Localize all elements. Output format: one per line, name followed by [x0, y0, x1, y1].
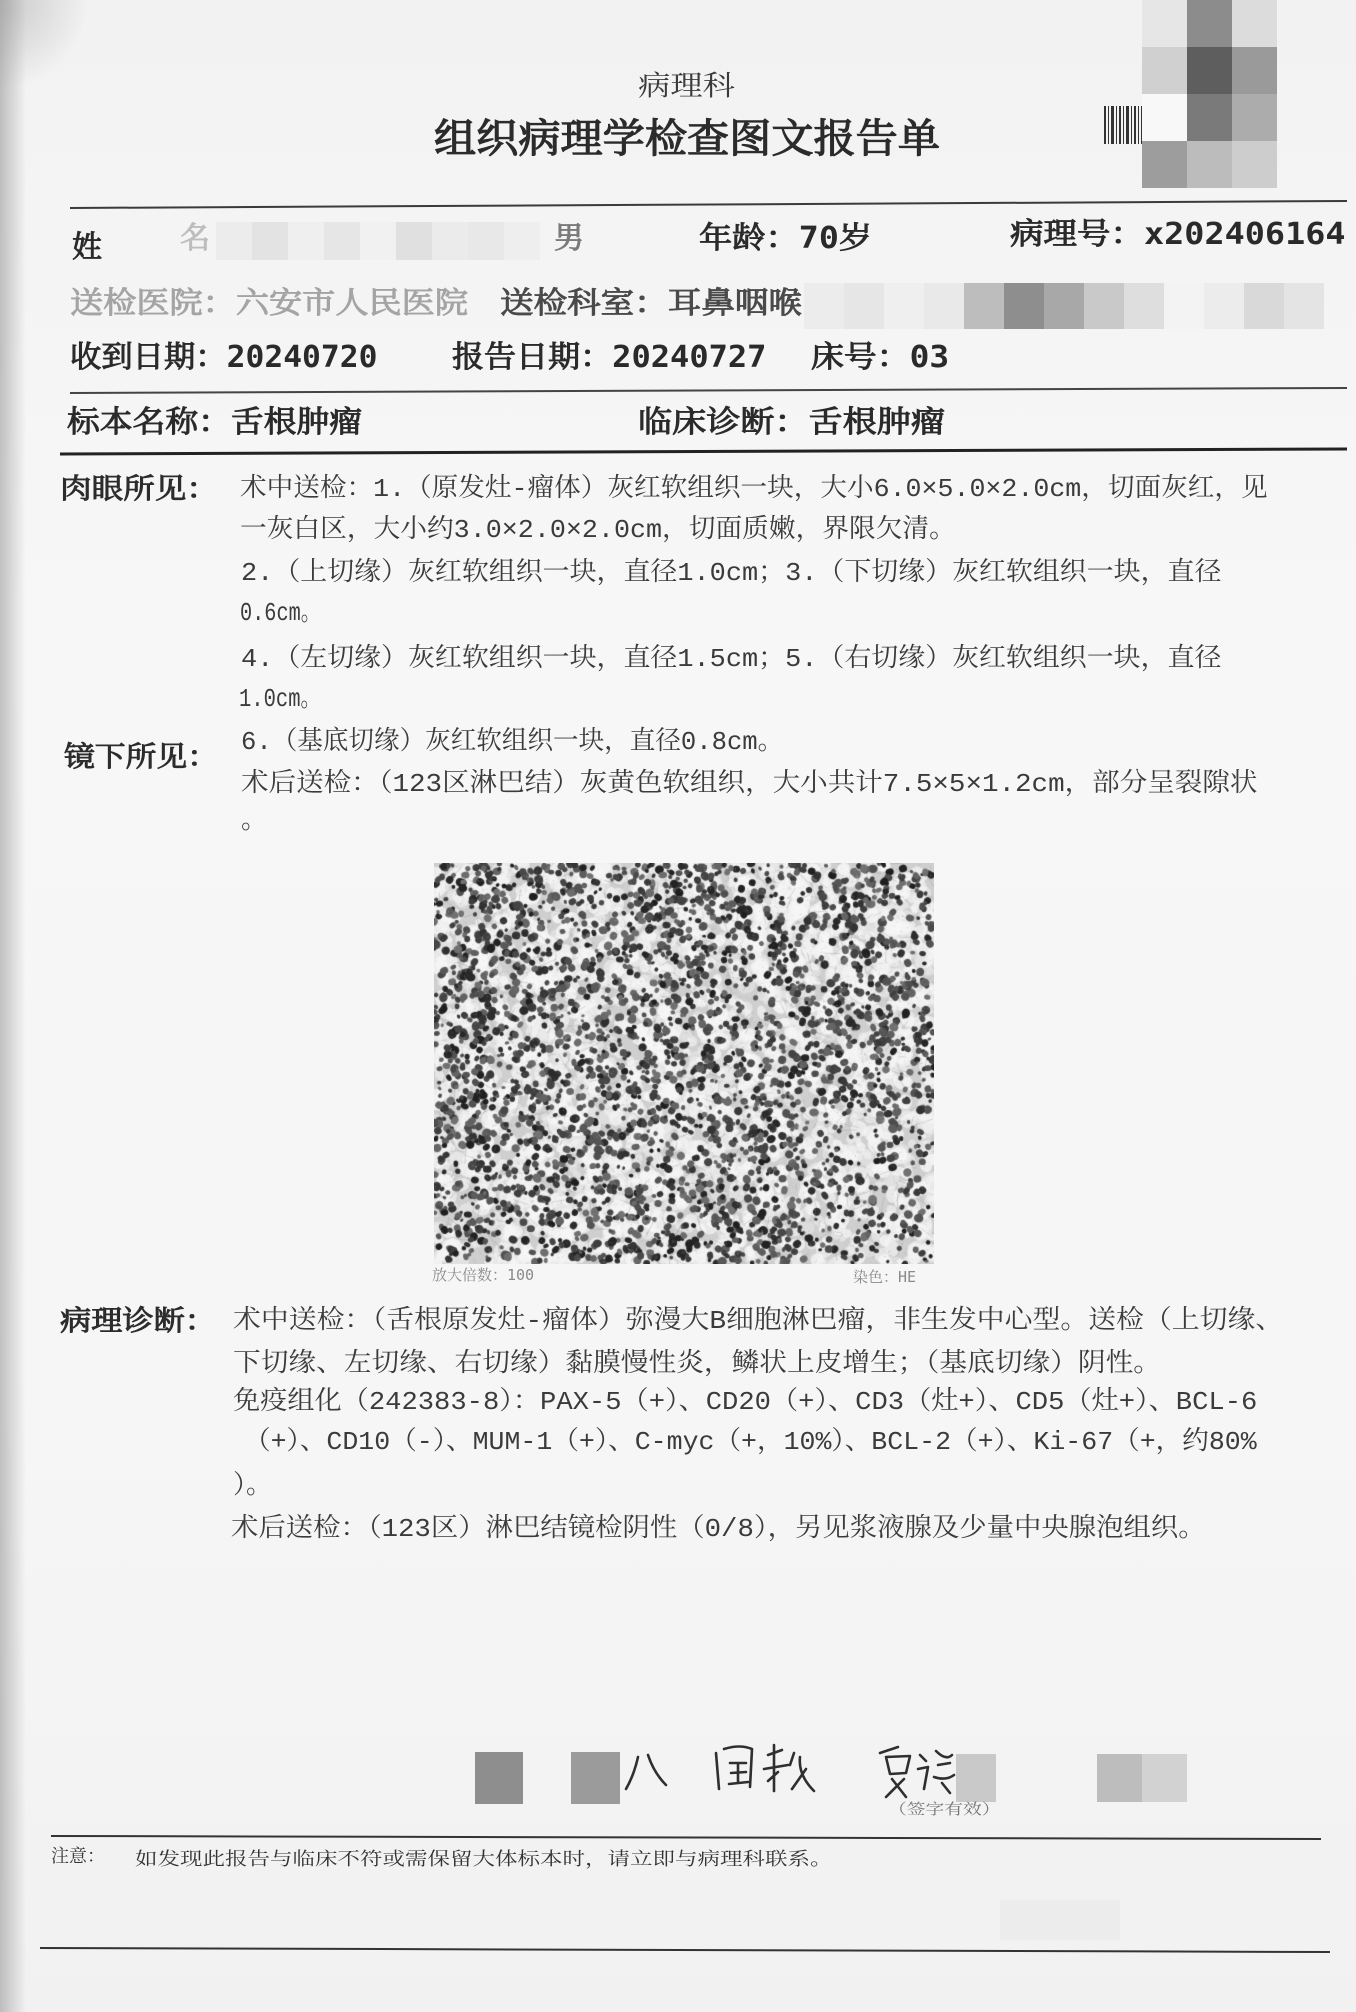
age-value: 70岁 — [798, 221, 873, 256]
redaction-tile — [1187, 141, 1232, 188]
specimen-name-value: 舌根肿瘤 — [230, 405, 363, 440]
redaction-tile — [804, 283, 844, 329]
gross-line: 一灰白区，大小约3.0×2.0×2.0cm，切面质嫩，界限欠清。 — [240, 515, 956, 545]
redaction-tile — [432, 222, 468, 260]
received-date-value: 20240720 — [226, 340, 378, 375]
redaction-tile — [1187, 0, 1232, 47]
specimen-name-field — [67, 405, 362, 441]
handwritten-signature — [600, 1735, 980, 1810]
age-field — [699, 221, 872, 257]
bed-number-field — [811, 340, 949, 376]
age-label: 年龄： — [699, 221, 799, 256]
redaction-tile — [1232, 94, 1277, 141]
rule-line-footer-bottom — [40, 1948, 1330, 1952]
bed-number-label: 床号： — [811, 340, 910, 375]
diagnosis-line: 免疫组化（242383-8）：PAX-5（+）、CD20（+）、CD3（灶+）、CD5（灶+）、BCL-6 — [233, 1387, 1258, 1417]
redaction-tile — [252, 222, 288, 260]
rule-line-footer-top — [51, 1836, 1321, 1839]
gross-line: 。 — [241, 806, 268, 836]
redaction-tile — [1204, 283, 1244, 329]
hospital-field — [70, 286, 468, 322]
redaction-tile — [1232, 141, 1277, 188]
redaction-tile — [1097, 1754, 1142, 1802]
gross-line: 4.（左切缘）灰红软组织一块，直径1.5cm；5.（右切缘）灰红软组织一块，直径 — [241, 644, 1222, 674]
redaction-tile — [844, 283, 884, 329]
redaction-tile — [924, 283, 964, 329]
hospital-value: 六安市人民医院 — [235, 286, 469, 321]
redaction-tile — [1284, 283, 1324, 329]
redaction-tile — [1232, 0, 1277, 47]
gross-findings-label: 肉眼所见： — [60, 472, 219, 505]
redaction-tile — [1164, 283, 1204, 329]
name-label-char-1: 姓 — [72, 230, 102, 265]
diagnosis-line: 术中送检：（舌根原发灶-瘤体）弥漫大B细胞淋巴瘤，非生发中心型。送检（上切缘、 — [233, 1306, 1284, 1336]
diagnosis-line: 术后送检：（123区）淋巴结镜检阴性（0/8），另见浆液腺及少量中央腺泡组织。 — [231, 1514, 1206, 1544]
clinical-diagnosis-label: 临床诊断： — [638, 405, 809, 440]
redaction-tile — [1084, 283, 1124, 329]
redaction-tile — [964, 283, 1004, 329]
received-date-label: 收到日期： — [70, 340, 227, 375]
redaction-tile — [1142, 0, 1187, 47]
pathology-number-label: 病理号： — [1010, 217, 1144, 252]
report-title: 组织病理学检查图文报告单 — [434, 116, 941, 162]
micrograph-image — [434, 863, 934, 1264]
sex-value: 男 — [554, 221, 584, 256]
redaction-tile — [360, 222, 396, 260]
signature-validity-note: （签字有效） — [888, 1800, 1001, 1818]
redaction-tile — [288, 222, 324, 260]
redaction-tile — [504, 222, 540, 260]
report-date-value: 20240727 — [612, 340, 767, 375]
redaction-tile — [1000, 1900, 1120, 1940]
specimen-name-label: 标本名称： — [67, 405, 231, 440]
redaction-tile — [216, 222, 252, 260]
gross-line: 术中送检：1.（原发灶-瘤体）灰红软组织一块，大小6.0×5.0×2.0cm，切面灰红，见 — [240, 474, 1268, 504]
diagnosis-line: （+）、CD10（-）、MUM-1（+）、C-myc（+，10%）、BCL-2（+）、Ki-67（+，约80% — [244, 1427, 1257, 1457]
redaction-tile — [1004, 283, 1044, 329]
redaction-tile — [1244, 283, 1284, 329]
footer-note-text: 如发现此报告与临床不符或需保留大体标本时，请立即与病理科联系。 — [135, 1849, 833, 1870]
redaction-tile — [1142, 94, 1187, 141]
barcode — [1104, 104, 1144, 146]
paper-corner-shadow — [0, 0, 90, 90]
diagnosis-line: 下切缘、左切缘、右切缘）黏膜慢性炎，鳞状上皮增生；（基底切缘）阴性。 — [233, 1349, 1161, 1379]
redaction-tile — [1187, 94, 1232, 141]
clinical-diagnosis-value: 舌根肿瘤 — [808, 405, 945, 440]
rule-line-header — [70, 201, 1347, 208]
redaction-tile — [1187, 47, 1232, 94]
diagnosis-line: ）。 — [233, 1471, 273, 1501]
rule-line-specimen — [60, 449, 1347, 454]
redaction-tile — [1142, 141, 1187, 188]
redaction-tile — [884, 283, 924, 329]
gross-line: 0.6cm。 — [240, 598, 322, 628]
clinical-diagnosis-field — [638, 405, 945, 441]
redaction-tile — [1232, 47, 1277, 94]
stain-caption: 染色：HE — [853, 1268, 917, 1286]
redaction-tile — [1142, 1754, 1187, 1802]
pathology-diagnosis-label: 病理诊断： — [60, 1304, 217, 1337]
department-name: 病理科 — [638, 69, 736, 102]
gross-line: 6.（基底切缘）灰红软组织一块，直径0.8cm。 — [241, 727, 784, 757]
pathology-number-field — [1010, 217, 1346, 253]
redaction-tile — [324, 222, 360, 260]
rule-line-info — [70, 388, 1347, 393]
redaction-tile — [396, 222, 432, 260]
microscopic-findings-label: 镜下所见： — [64, 740, 219, 773]
received-date-field — [70, 340, 377, 376]
department-value: 耳鼻咽喉 — [667, 286, 802, 321]
footer-note-label: 注意： — [51, 1846, 105, 1867]
bed-number-value: 03 — [909, 340, 950, 375]
department-label: 送检科室： — [500, 286, 668, 321]
paper-edge-shadow — [0, 0, 26, 2012]
name-label-char-2: 名 — [180, 221, 210, 256]
hospital-label: 送检医院： — [70, 286, 236, 321]
gross-line: 术后送检：（123区淋巴结）灰黄色软组织，大小共计7.5×5×1.2cm，部分呈裂隙状 — [241, 769, 1258, 799]
report-date-field — [452, 340, 766, 376]
pathology-number-value: x202406164 — [1143, 217, 1346, 252]
department-field — [500, 286, 802, 322]
redaction-tile — [1124, 283, 1164, 329]
redaction-tile — [468, 222, 504, 260]
magnification-caption: 放大倍数：100 — [432, 1266, 535, 1284]
gross-line: 2.（上切缘）灰红软组织一块，直径1.0cm；3.（下切缘）灰红软组织一块，直径 — [241, 558, 1222, 588]
redaction-tile — [475, 1752, 523, 1804]
redaction-tile — [1142, 47, 1187, 94]
redaction-tile — [1044, 283, 1084, 329]
gross-line: 1.0cm。 — [239, 684, 322, 714]
report-date-label: 报告日期： — [452, 340, 613, 375]
